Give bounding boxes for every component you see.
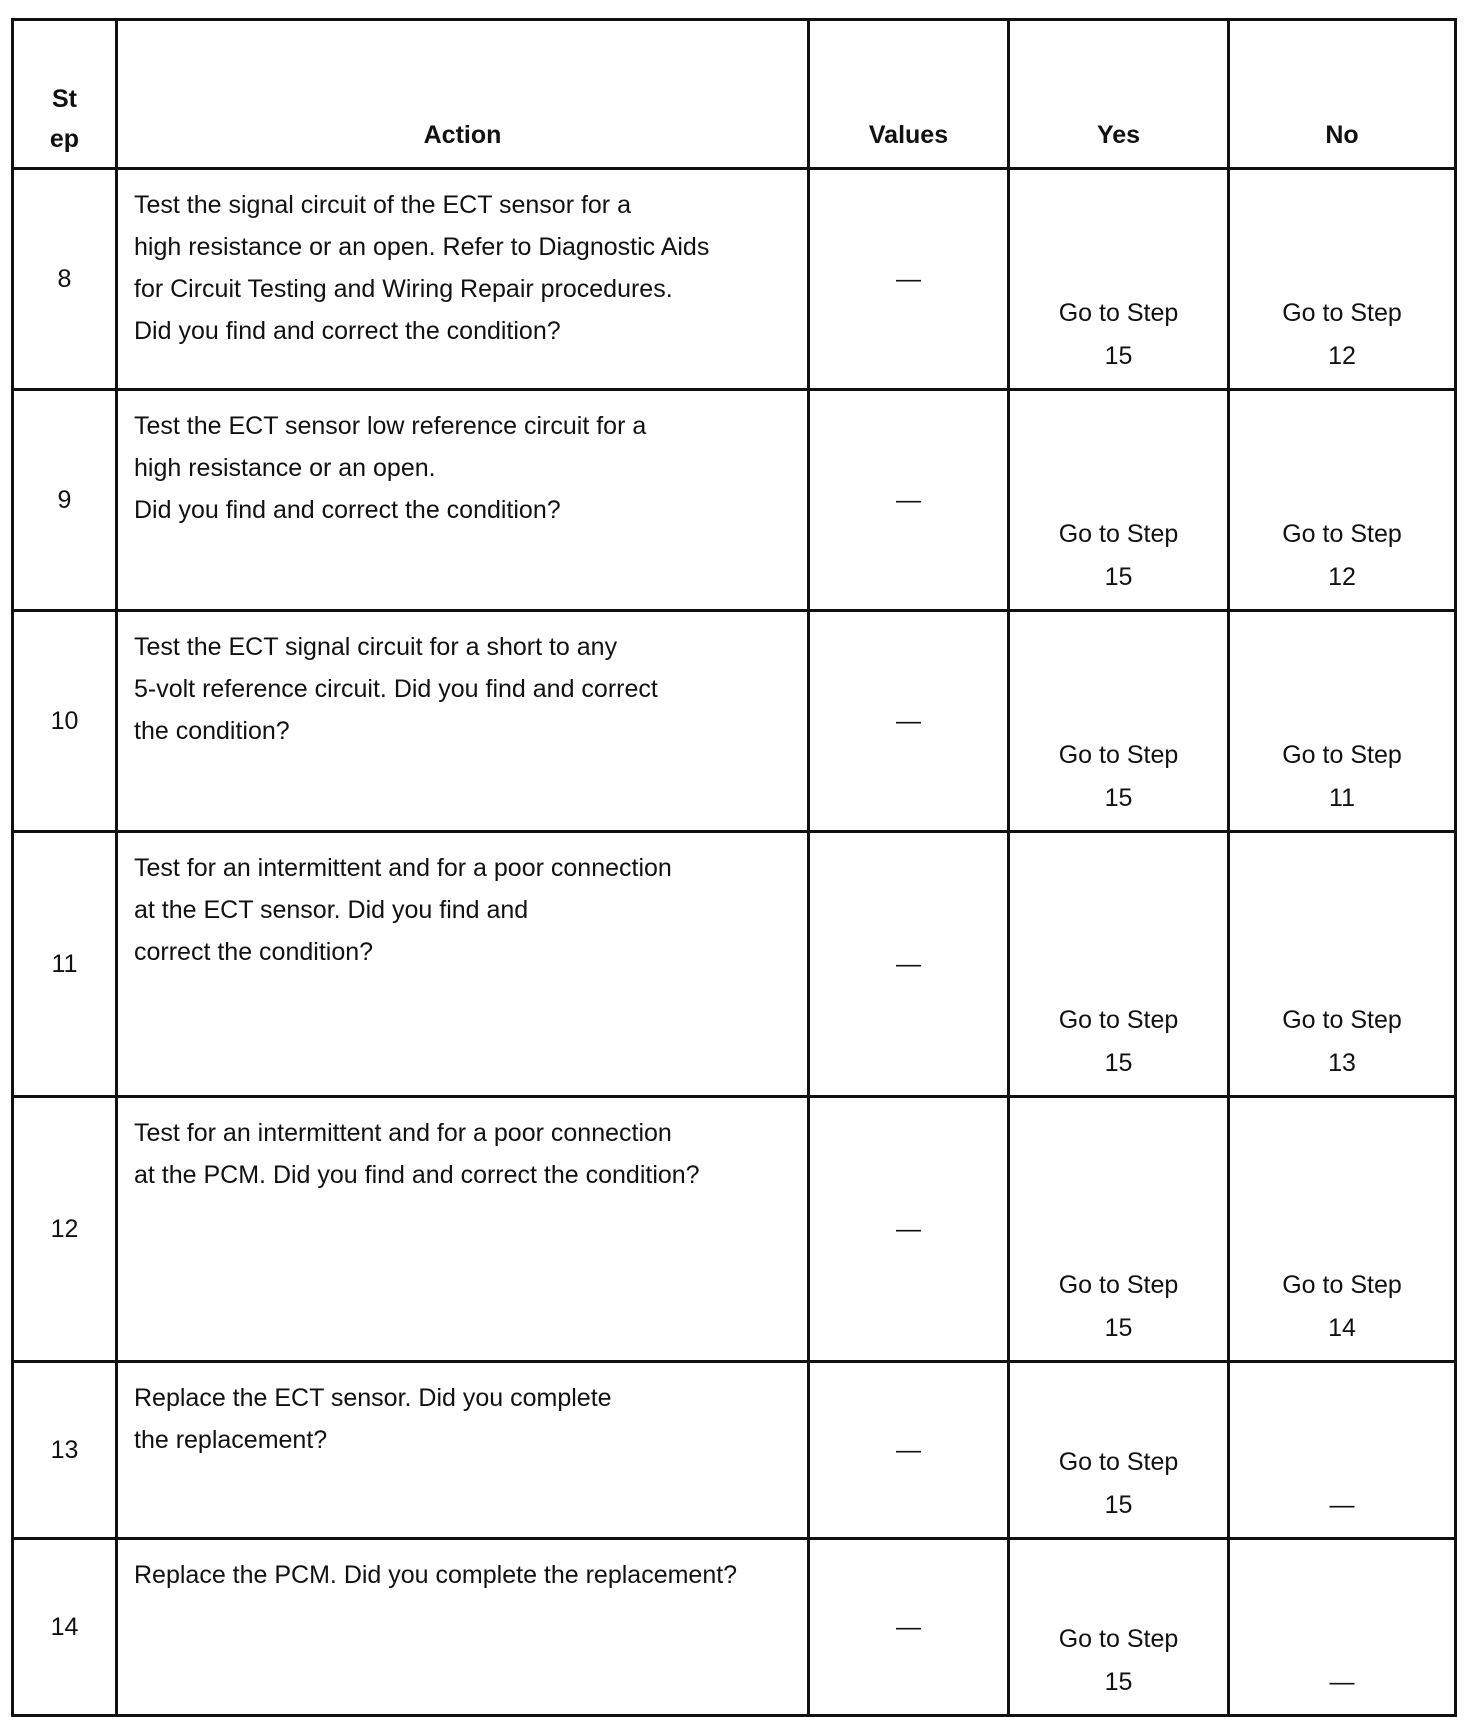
values-cell: — — [809, 832, 1009, 1097]
yes-line: Go to Step — [1058, 1625, 1179, 1653]
no-line: — — [1329, 1491, 1355, 1519]
action-line: Test for an intermittent and for a poor connection — [134, 1119, 672, 1147]
values-cell: — — [809, 1539, 1009, 1716]
yes-line: Go to Step — [1058, 1271, 1179, 1299]
values-cell: — — [809, 1362, 1009, 1539]
action-line: at the ECT sensor. Did you find and — [134, 896, 529, 924]
action-line: Did you find and correct the condition? — [134, 496, 561, 524]
no-line: Go to Step — [1282, 741, 1402, 769]
action-cell — [117, 390, 809, 611]
action-line: high resistance or an open. — [134, 454, 436, 482]
no-line: 12 — [1328, 563, 1356, 591]
action-cell — [117, 832, 809, 1097]
yes-cell — [1009, 169, 1229, 390]
yes-cell — [1009, 832, 1229, 1097]
header-step-line2: ep — [49, 125, 80, 153]
header-row — [13, 20, 1456, 169]
no-line: 11 — [1329, 784, 1355, 812]
action-line: the replacement? — [134, 1426, 328, 1454]
yes-line: Go to Step — [1058, 1006, 1179, 1034]
no-line: 13 — [1328, 1049, 1356, 1077]
diagnostic-steps-table — [11, 18, 1457, 1717]
step-number: 8 — [13, 169, 117, 390]
action-line: high resistance or an open. Refer to Diagnostic Aids — [134, 233, 710, 261]
yes-line: Go to Step — [1058, 1448, 1179, 1476]
no-line: Go to Step — [1282, 520, 1402, 548]
action-line: Replace the PCM. Did you complete the replacement? — [134, 1561, 738, 1589]
action-line: Test the signal circuit of the ECT sensor for a — [134, 191, 631, 219]
step-number: 9 — [13, 390, 117, 611]
action-line: Replace the ECT sensor. Did you complete — [134, 1384, 612, 1412]
action-line: the condition? — [134, 717, 290, 745]
table-row — [13, 390, 1456, 611]
yes-line: Go to Step — [1058, 520, 1179, 548]
no-cell — [1229, 832, 1456, 1097]
header-step-line1: St — [52, 85, 77, 113]
action-line: for Circuit Testing and Wiring Repair procedures. — [134, 275, 673, 303]
header-no: No — [1229, 20, 1456, 169]
yes-line: 15 — [1104, 563, 1133, 591]
action-line: Test the ECT signal circuit for a short to any — [134, 633, 618, 661]
table-row — [13, 1362, 1456, 1539]
no-line: 12 — [1328, 342, 1356, 370]
no-cell — [1229, 1539, 1456, 1716]
header-action: Action — [117, 20, 809, 169]
no-cell — [1229, 169, 1456, 390]
header-step — [13, 20, 117, 169]
yes-line: 15 — [1104, 1668, 1133, 1696]
step-number: 11 — [13, 832, 117, 1097]
no-line: Go to Step — [1282, 1271, 1402, 1299]
yes-cell — [1009, 1539, 1229, 1716]
action-cell — [117, 1362, 809, 1539]
yes-line: 15 — [1104, 342, 1133, 370]
no-line: — — [1329, 1668, 1355, 1696]
no-line: Go to Step — [1282, 1006, 1402, 1034]
yes-line: 15 — [1104, 1049, 1133, 1077]
no-line: Go to Step — [1282, 299, 1402, 327]
table-row — [13, 1097, 1456, 1362]
yes-line: 15 — [1104, 1314, 1133, 1342]
action-cell — [117, 1097, 809, 1362]
no-cell — [1229, 390, 1456, 611]
action-line: Test for an intermittent and for a poor connection — [134, 854, 672, 882]
values-cell: — — [809, 169, 1009, 390]
action-cell — [117, 611, 809, 832]
no-cell — [1229, 611, 1456, 832]
yes-line: 15 — [1104, 1491, 1133, 1519]
yes-line: 15 — [1104, 784, 1133, 812]
values-cell: — — [809, 390, 1009, 611]
header-yes: Yes — [1009, 20, 1229, 169]
table-row — [13, 169, 1456, 390]
action-cell — [117, 1539, 809, 1716]
action-cell — [117, 169, 809, 390]
action-line: at the PCM. Did you find and correct the condition? — [134, 1161, 700, 1189]
header-values: Values — [809, 20, 1009, 169]
values-cell: — — [809, 611, 1009, 832]
step-number: 14 — [13, 1539, 117, 1716]
action-line: Did you find and correct the condition? — [134, 317, 561, 345]
yes-line: Go to Step — [1058, 741, 1179, 769]
yes-cell — [1009, 390, 1229, 611]
yes-cell — [1009, 611, 1229, 832]
action-line: 5-volt reference circuit. Did you find and correct — [134, 675, 658, 703]
yes-cell — [1009, 1362, 1229, 1539]
step-number: 12 — [13, 1097, 117, 1362]
step-number: 13 — [13, 1362, 117, 1539]
yes-line: Go to Step — [1058, 299, 1179, 327]
no-cell — [1229, 1097, 1456, 1362]
step-number: 10 — [13, 611, 117, 832]
table-row — [13, 832, 1456, 1097]
table-row — [13, 1539, 1456, 1716]
yes-cell — [1009, 1097, 1229, 1362]
no-line: 14 — [1328, 1314, 1356, 1342]
table-row — [13, 611, 1456, 832]
action-line: correct the condition? — [134, 938, 374, 966]
action-line: Test the ECT sensor low reference circuit for a — [134, 412, 647, 440]
values-cell: — — [809, 1097, 1009, 1362]
no-cell — [1229, 1362, 1456, 1539]
